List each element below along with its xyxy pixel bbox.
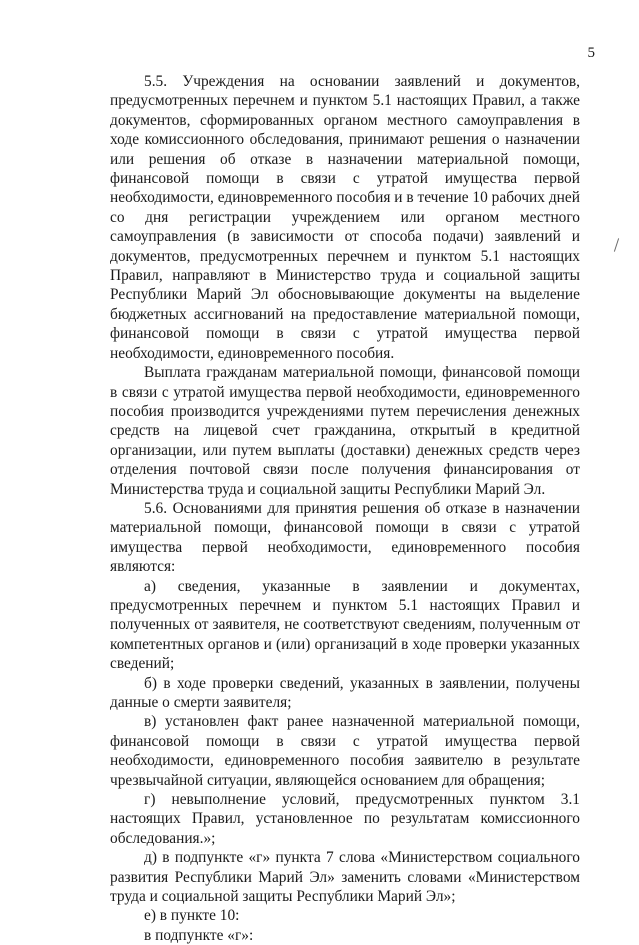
paragraph-item-g: г) невыполнение условий, предусмотренных пунктом 3.1 настоящих Правил, установленное по результатам комиссионного обследования.»; <box>110 791 580 847</box>
document-body <box>110 72 580 945</box>
page-number: 5 <box>587 45 595 61</box>
paragraph-payment: Выплата гражданам материальной помощи, финансовой помощи в связи с утратой имущества первой необходимости, единовременного пособия производится учреждениями путем перечисления денежных средств на лицевой счет гражданина, открытый в кредитной организации, или путем выплаты (доставки) денежных средств через отделения почтовой связи после получения финансирования от Министерства труда и социальной защиты Республики Марий Эл. <box>110 364 580 498</box>
paragraph-5-6: 5.6. Основаниями для принятия решения об отказе в назначении материальной помощи, финансовой помощи в связи с утратой имущества первой необходимости, единовременного пособия являются: <box>110 499 580 576</box>
paragraph-subitem-g: в подпункте «г»: <box>144 926 254 944</box>
paragraph-item-e: е) в пункте 10: <box>144 907 240 925</box>
margin-pen-mark <box>614 238 619 252</box>
paragraph-item-b: б) в ходе проверки сведений, указанных в заявлении, получены данные о смерти заявителя; <box>110 674 580 711</box>
paragraph-item-d: д) в подпункте «г» пункта 7 слова «Министерством социального развития Республики Марий Эл» заменить словами «Министерством труда и социальной защиты Республики Марий Эл»; <box>110 849 580 906</box>
paragraph-item-a: а) сведения, указанные в заявлении и документах, предусмотренных перечнем и пунктом 5.1 настоящих Правил и полученных от заявителя, не соответствуют сведениям, полученным от компетентных органов и (или) организаций в ходе проверки указанных сведений; <box>110 577 580 673</box>
paragraph-5-5: 5.5. Учреждения на основании заявлений и документов, предусмотренных перечнем и пунктом 5.1 настоящих Правил, а также документов, сформированных органом местного самоуправления в ходе комиссионного обследования, принимают решения о назначении или решения об отказе в назначении материальной помощи, финансовой помощи в связи с утратой имущества первой необходимости, единовременного пособия и в течение 10 рабочих дней со дня регистрации учреждением или органом местного самоуправления (в зависимости от способа подачи) заявлений и документов, предусмотренных перечнем и пунктом 5.1 настоящих Правил, направляют в Министерство труда и социальной защиты Республики Марий Эл обосновывающие документы на выделение бюджетных ассигнований на предоставление материальной помощи, финансовой помощи в связи с утратой имущества первой необходимости, единовременного пособия. <box>110 73 580 362</box>
paragraph-item-v: в) установлен факт ранее назначенной материальной помощи, финансовой помощи в связи с утратой имущества первой необходимости, единовременного пособия заявителю в результате чрезвычайной ситуации, являющейся основанием для обращения; <box>110 713 580 789</box>
